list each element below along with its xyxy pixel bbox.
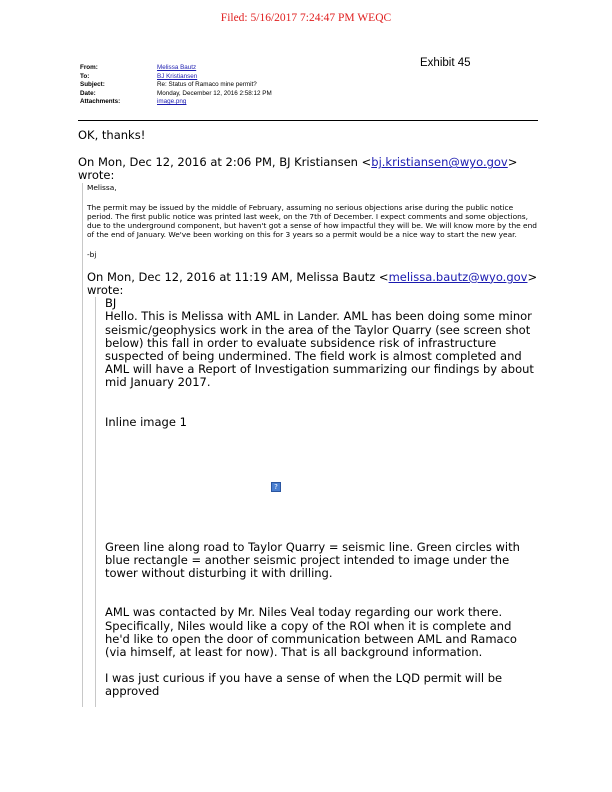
- quote1-paragraph: The permit may be issued by the middle of February, assuming no serious objections arise during the public notice period. The first public notice was printed last week, on the 7th of December. I expect comments and some objections, due to the underground component, but haven't got a sense of how impactful they will be. We will know more by the end of the end of January. We've been working on this for 3 years so a permit would be a nice way to start the new year.: [87, 202, 537, 240]
- quote2-paragraph-3: AML was contacted by Mr. Niles Veal today regarding our work there. Specifically, Niles would like a copy of the ROI when it is complete and he'd like to open the door of communication between AML and Ramaco (via himself, at least for now). That is all background information.: [105, 605, 517, 660]
- to-label: To:: [80, 72, 90, 80]
- quote1-signoff: -bj: [87, 249, 97, 259]
- quote2-paragraph-2: Green line along road to Taylor Quarry = seismic line. Green circles with blue rectangle = another seismic project intended to image under the tower without disturbing it with drilling.: [105, 539, 520, 581]
- from-label: From:: [80, 64, 98, 71]
- to-link[interactable]: BJ Kristiansen: [157, 72, 198, 80]
- quote2-paragraph-1: Hello. This is Melissa with AML in Lander. AML has been doing some minor seismic/geophysics work in the area of the Taylor Quarry (see screen shot below) this fall in order to evaluate subsidence risk of infrastructure suspected of being undermined. The field work is almost completed and AML will have a Report of Investigation summarizing our findings by about mid January 2017.: [105, 309, 534, 390]
- quote-block-2: [95, 297, 538, 706]
- inline-image-placeholder: [105, 429, 538, 519]
- subject-value: Re: Status of Ramaco mine permit?: [157, 81, 257, 89]
- quote1-greeting: Melissa,: [87, 182, 117, 192]
- broken-image-icon: ?: [271, 482, 281, 492]
- quote1-intro: On Mon, Dec 12, 2016 at 2:06 PM, BJ Kristiansen <bj.kristiansen@wyo.gov> wrote:: [78, 155, 518, 183]
- date-value: Monday, December 12, 2016 2:58:12 PM: [157, 89, 272, 97]
- filed-stamp: Filed: 5/16/2017 7:24:47 PM WEQC: [220, 12, 392, 24]
- from-row: [80, 64, 520, 73]
- header-divider: [78, 120, 538, 121]
- email-body: [78, 129, 538, 707]
- quote2-greeting: BJ: [105, 296, 117, 311]
- from-link[interactable]: Melissa Bautz: [157, 64, 197, 71]
- melissa-email-link[interactable]: melissa.bautz@wyo.gov: [388, 269, 528, 284]
- attachments-row: [80, 98, 520, 107]
- attachments-label: Attachments:: [80, 98, 121, 106]
- email-header: [80, 64, 520, 107]
- quote-block-1: [82, 183, 538, 707]
- date-row: [80, 90, 520, 99]
- bj-email-link[interactable]: bj.kristiansen@wyo.gov: [371, 155, 508, 170]
- exhibit-label: Exhibit 45: [420, 57, 471, 69]
- date-label: Date:: [80, 89, 96, 97]
- quote2-intro: On Mon, Dec 12, 2016 at 11:19 AM, Melissa Bautz <melissa.bautz@wyo.gov> wrote:: [87, 269, 538, 298]
- subject-label: Subject:: [80, 81, 105, 89]
- attachment-link[interactable]: image.png: [157, 98, 187, 106]
- inline-image-label: Inline image 1: [105, 414, 187, 429]
- reply-text: OK, thanks!: [78, 128, 146, 142]
- to-row: [80, 73, 520, 82]
- quote2-paragraph-4: I was just curious if you have a sense of when the LQD permit will be approved: [105, 671, 503, 699]
- subject-row: [80, 81, 520, 90]
